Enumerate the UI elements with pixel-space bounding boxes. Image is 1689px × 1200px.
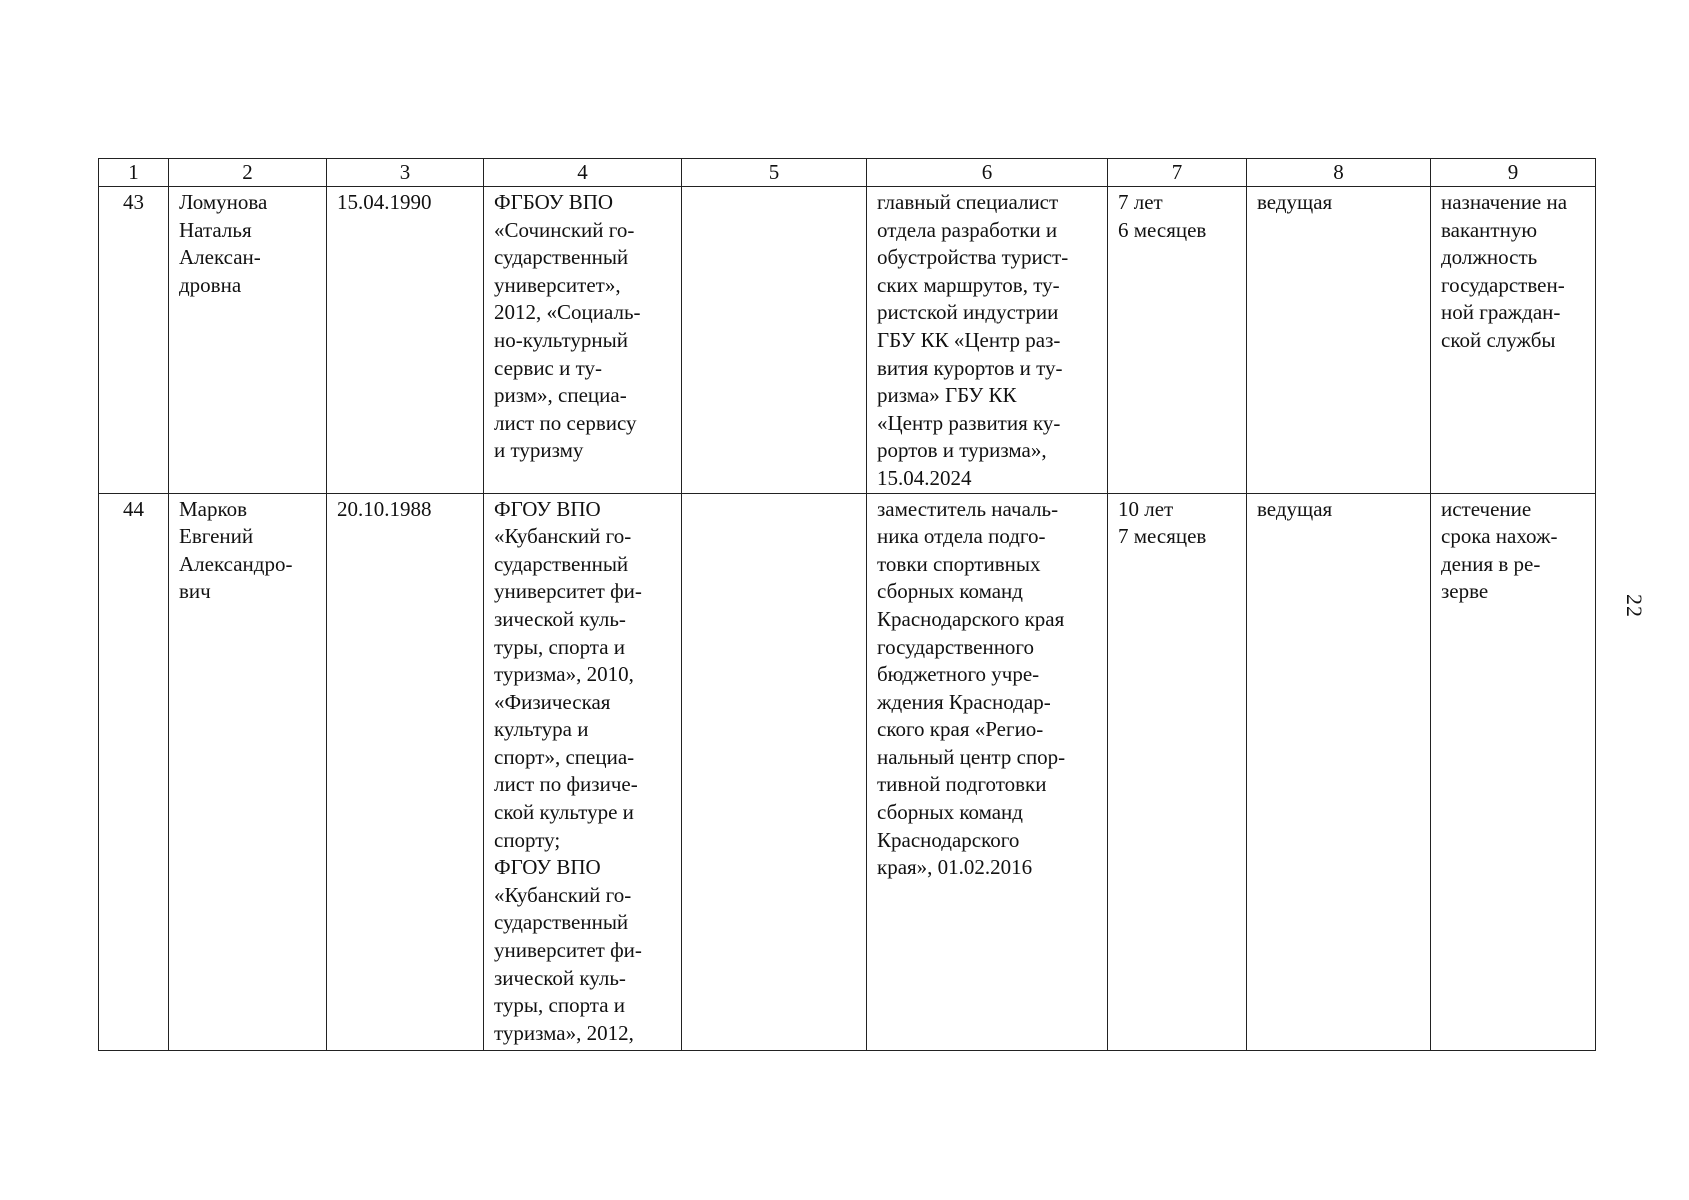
column-number-header: 3 xyxy=(327,159,484,187)
column-number-header: 4 xyxy=(484,159,682,187)
education-cell: ФГБОУ ВПО «Сочинский го- сударственный университет», 2012, «Социаль- но-культурный сервис и ту- ризм», специа- лист по сервису и туризму xyxy=(484,187,682,494)
position-cell: главный специалист отдела разработки и обустройства турист- ских маршрутов, ту- ристской индустрии ГБУ КК «Центр раз- вития курортов и ту- ризма» ГБУ КК «Центр развития ку- рортов и туризма», 15.04.2024 xyxy=(867,187,1108,494)
column-number-row xyxy=(99,159,1596,187)
column-number-header: 6 xyxy=(867,159,1108,187)
experience-cell: 10 лет 7 месяцев xyxy=(1108,493,1247,1050)
table-row xyxy=(99,493,1596,1050)
experience-cell: 7 лет 6 месяцев xyxy=(1108,187,1247,494)
candidates-table xyxy=(98,158,1596,1051)
column-number-header: 9 xyxy=(1431,159,1596,187)
page-number: 22 xyxy=(1622,594,1647,618)
reason-cell: назначение на вакантную должность государствен- ной граждан- ской службы xyxy=(1431,187,1596,494)
position-group-cell: ведущая xyxy=(1247,493,1431,1050)
position-cell: заместитель началь- ника отдела подго- товки спортивных сборных команд Краснодарского края государственного бюджетного учре- ждения Краснодар- ского края «Регио- нальный центр спор- тивной подготовки сборных команд Краснодарского края», 01.02.2016 xyxy=(867,493,1108,1050)
row-number-cell: 44 xyxy=(99,493,169,1050)
birth-date-cell: 15.04.1990 xyxy=(327,187,484,494)
full-name-cell: Ломунова Наталья Алексан- дровна xyxy=(169,187,327,494)
column-number-header: 7 xyxy=(1108,159,1247,187)
full-name-cell: Марков Евгений Александро- вич xyxy=(169,493,327,1050)
column-number-header: 2 xyxy=(169,159,327,187)
reason-cell: истечение срока нахож- дения в ре- зерве xyxy=(1431,493,1596,1050)
empty-column-5-cell xyxy=(682,187,867,494)
table-row xyxy=(99,187,1596,494)
column-number-header: 8 xyxy=(1247,159,1431,187)
education-cell: ФГОУ ВПО «Кубанский го- сударственный университет фи- зической куль- туры, спорта и туризма», 2010, «Физическая культура и спорт», специа- лист по физиче- ской культуре и спорту; ФГОУ ВПО «Кубанский го- сударственный университет фи- зической куль- туры, спорта и туризма», 2012, xyxy=(484,493,682,1050)
empty-column-5-cell xyxy=(682,493,867,1050)
row-number-cell: 43 xyxy=(99,187,169,494)
birth-date-cell: 20.10.1988 xyxy=(327,493,484,1050)
column-number-header: 1 xyxy=(99,159,169,187)
column-number-header: 5 xyxy=(682,159,867,187)
position-group-cell: ведущая xyxy=(1247,187,1431,494)
